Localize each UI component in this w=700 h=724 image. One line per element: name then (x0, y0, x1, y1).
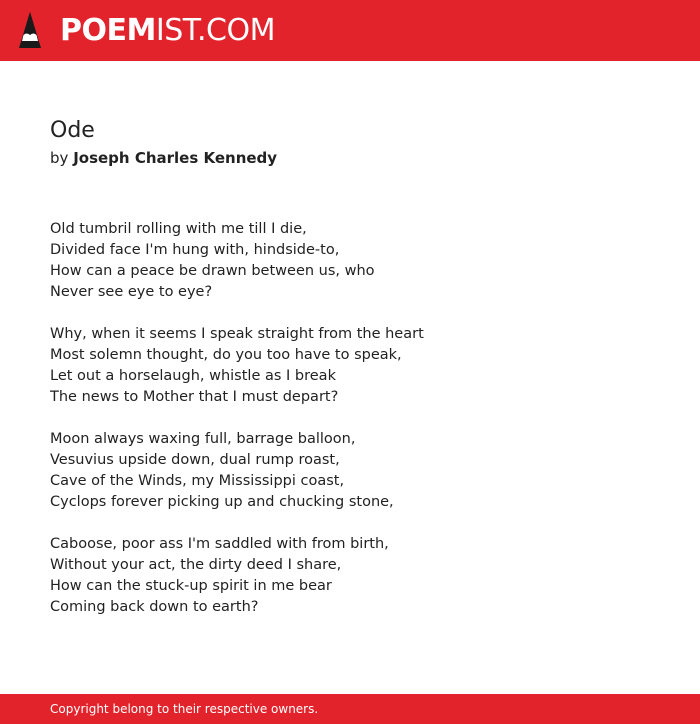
poem-byline (50, 147, 670, 169)
poem-line: How can the stuck-up spirit in me bear (50, 578, 332, 594)
poem-line: Let out a horselaugh, whistle as I break (50, 368, 336, 384)
poem-line: Why, when it seems I speak straight from the heart (50, 326, 424, 342)
site-logo-link[interactable] (60, 12, 275, 48)
site-footer (0, 694, 700, 724)
stanza (50, 534, 670, 618)
copyright-text: Copyright belong to their respective owners. (50, 702, 319, 716)
brand-bold-text: POEM (60, 12, 156, 48)
brand-light-text: IST.COM (155, 12, 275, 48)
by-label: by (50, 149, 69, 167)
poem-line: Cave of the Winds, my Mississippi coast, (50, 473, 345, 489)
stanza (50, 219, 670, 303)
poem-line: Coming back down to earth? (50, 599, 259, 615)
poem-title: Ode (50, 118, 95, 143)
stanza (50, 429, 670, 513)
poem-body (50, 219, 670, 618)
stanza (50, 324, 670, 408)
site-header (0, 0, 700, 61)
author-name[interactable]: Joseph Charles Kennedy (73, 149, 278, 167)
poem-line: The news to Mother that I must depart? (50, 389, 339, 405)
poem-line: Cyclops forever picking up and chucking stone, (50, 494, 394, 510)
poem-line: Old tumbril rolling with me till I die, (50, 221, 307, 237)
poem-content (50, 116, 670, 639)
poem-line: Divided face I'm hung with, hindside-to, (50, 242, 340, 258)
poem-line: Vesuvius upside down, dual rump roast, (50, 452, 340, 468)
poem-line: Caboose, poor ass I'm saddled with from birth, (50, 536, 389, 552)
pencil-tip-icon[interactable] (18, 11, 42, 51)
poem-line: How can a peace be drawn between us, who (50, 263, 375, 279)
poem-line: Moon always waxing full, barrage balloon, (50, 431, 356, 447)
poem-line: Most solemn thought, do you too have to speak, (50, 347, 402, 363)
poem-line: Never see eye to eye? (50, 284, 213, 300)
poem-line: Without your act, the dirty deed I share, (50, 557, 342, 573)
